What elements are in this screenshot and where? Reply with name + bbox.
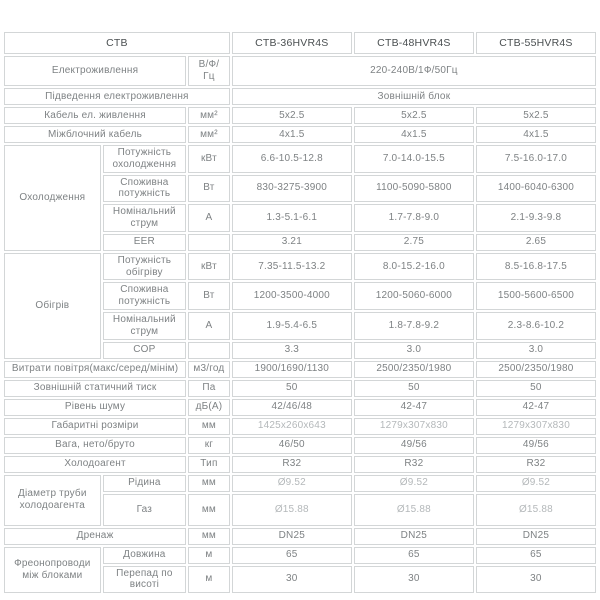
value-cell: 3.0: [354, 342, 474, 359]
spec-table: [2, 30, 598, 595]
value-cell: 42-47: [476, 399, 596, 416]
product-line-header: CTB: [4, 32, 230, 54]
unit-cell: [188, 234, 230, 251]
row-label: Дренаж: [4, 528, 186, 545]
unit-cell: А: [188, 312, 230, 340]
unit-cell: Вт: [188, 175, 230, 203]
row-pipe-liquid: [4, 475, 596, 492]
row-noise: [4, 399, 596, 416]
value-cell: R32: [354, 456, 474, 473]
row-label: Газ: [103, 494, 186, 526]
value-cell: 7.0-14.0-15.5: [354, 145, 474, 173]
value-cell: 4x1.5: [232, 126, 352, 143]
row-label: Потужність охолодження: [103, 145, 186, 173]
header-row: [4, 32, 596, 54]
value-cell: 1200-5060-6000: [354, 282, 474, 310]
row-power-cable: [4, 107, 596, 124]
value-cell: 2.65: [476, 234, 596, 251]
unit-cell: мм²: [188, 126, 230, 143]
row-label: Рідина: [103, 475, 186, 492]
row-power-supply: [4, 56, 596, 86]
unit-cell: м: [188, 547, 230, 564]
value-cell: 65: [354, 547, 474, 564]
row-label: Номінальний струм: [103, 204, 186, 232]
value-cell: 1500-5600-6500: [476, 282, 596, 310]
row-label: Перепад по висоті: [103, 566, 186, 594]
row-label: Потужність обігріву: [103, 253, 186, 281]
value-cell: Ø9.52: [354, 475, 474, 492]
value-cell: 3.3: [232, 342, 352, 359]
value-cell: 50: [232, 380, 352, 397]
value-cell: 2500/2350/1980: [354, 361, 474, 378]
row-label: Підведення електроживлення: [4, 88, 230, 105]
row-label: EER: [103, 234, 186, 251]
value-cell: 830-3275-3900: [232, 175, 352, 203]
unit-cell: м: [188, 566, 230, 594]
value-cell: 220-240В/1Ф/50Гц: [232, 56, 596, 86]
row-label: Холодоагент: [4, 456, 186, 473]
unit-cell: Вт: [188, 282, 230, 310]
row-refrigerant: [4, 456, 596, 473]
value-cell: 7.35-11.5-13.2: [232, 253, 352, 281]
row-label: Споживна потужність: [103, 282, 186, 310]
unit-cell: Па: [188, 380, 230, 397]
row-drain: [4, 528, 596, 545]
row-freon-length: [4, 547, 596, 564]
value-cell: 6.6-10.5-12.8: [232, 145, 352, 173]
value-cell: 1.8-7.8-9.2: [354, 312, 474, 340]
unit-cell: м3/год: [188, 361, 230, 378]
unit-cell: кВт: [188, 145, 230, 173]
value-cell: 50: [476, 380, 596, 397]
value-cell: Ø15.88: [476, 494, 596, 526]
value-cell: 2.1-9.3-9.8: [476, 204, 596, 232]
row-label: Рівень шуму: [4, 399, 186, 416]
value-cell: 30: [232, 566, 352, 594]
row-label: Витрати повітря(макс/серед/мінім): [4, 361, 186, 378]
value-cell: R32: [232, 456, 352, 473]
row-static-pressure: [4, 380, 596, 397]
unit-cell: дБ(А): [188, 399, 230, 416]
value-cell: 1279x307x830: [476, 418, 596, 435]
unit-cell: [188, 342, 230, 359]
value-cell: 4x1.5: [354, 126, 474, 143]
model-header: CTB-55HVR4S: [476, 32, 596, 54]
value-cell: 1425x260x643: [232, 418, 352, 435]
group-label-freon-lines: Фреонопроводи між блоками: [4, 547, 101, 594]
value-cell: 65: [232, 547, 352, 564]
value-cell: 1900/1690/1130: [232, 361, 352, 378]
value-cell: 30: [476, 566, 596, 594]
row-label: Електроживлення: [4, 56, 186, 86]
row-weight: [4, 437, 596, 454]
value-cell: 4x1.5: [476, 126, 596, 143]
value-cell: 1100-5090-5800: [354, 175, 474, 203]
value-cell: 49/56: [476, 437, 596, 454]
row-power-routing: [4, 88, 596, 105]
row-interunit-cable: [4, 126, 596, 143]
value-cell: Ø15.88: [354, 494, 474, 526]
row-label: Кабель ел. живлення: [4, 107, 186, 124]
value-cell: 5x2.5: [232, 107, 352, 124]
row-label: Номінальний струм: [103, 312, 186, 340]
value-cell: DN25: [232, 528, 352, 545]
unit-cell: А: [188, 204, 230, 232]
group-label-pipe-diameter: Діаметр труби холодоагента: [4, 475, 101, 526]
model-header: CTB-48HVR4S: [354, 32, 474, 54]
unit-text: В/Ф/Гц: [198, 59, 220, 82]
value-cell: 1400-6040-6300: [476, 175, 596, 203]
row-air-flow: [4, 361, 596, 378]
row-label: Габаритні розміри: [4, 418, 186, 435]
value-cell: 2500/2350/1980: [476, 361, 596, 378]
value-cell: 1.9-5.4-6.5: [232, 312, 352, 340]
value-cell: 3.0: [476, 342, 596, 359]
value-cell: 3.21: [232, 234, 352, 251]
value-cell: 5x2.5: [476, 107, 596, 124]
value-cell: 30: [354, 566, 474, 594]
row-label: Споживна потужність: [103, 175, 186, 203]
unit-cell: кг: [188, 437, 230, 454]
row-heating-capacity: [4, 253, 596, 281]
group-label-cooling: Охолодження: [4, 145, 101, 251]
unit-cell: мм: [188, 418, 230, 435]
row-label: COP: [103, 342, 186, 359]
row-label: Довжина: [103, 547, 186, 564]
unit-cell: мм²: [188, 107, 230, 124]
value-cell: DN25: [476, 528, 596, 545]
value-cell: 7.5-16.0-17.0: [476, 145, 596, 173]
value-cell: 46/50: [232, 437, 352, 454]
value-cell: 65: [476, 547, 596, 564]
unit-cell: мм: [188, 475, 230, 492]
unit-cell: Тип: [188, 456, 230, 473]
unit-cell: мм: [188, 528, 230, 545]
unit-cell: [188, 56, 230, 86]
value-cell: Зовнішній блок: [232, 88, 596, 105]
value-cell: 2.3-8.6-10.2: [476, 312, 596, 340]
value-cell: 1279x307x830: [354, 418, 474, 435]
value-cell: DN25: [354, 528, 474, 545]
value-cell: R32: [476, 456, 596, 473]
row-label: Вага, нето/бруто: [4, 437, 186, 454]
value-cell: 49/56: [354, 437, 474, 454]
model-header: CTB-36HVR4S: [232, 32, 352, 54]
row-label: Зовнішній статичний тиск: [4, 380, 186, 397]
value-cell: Ø9.52: [232, 475, 352, 492]
unit-cell: кВт: [188, 253, 230, 281]
value-cell: Ø9.52: [476, 475, 596, 492]
unit-cell: мм: [188, 494, 230, 526]
value-cell: 8.5-16.8-17.5: [476, 253, 596, 281]
row-label: Міжблочний кабель: [4, 126, 186, 143]
value-cell: 8.0-15.2-16.0: [354, 253, 474, 281]
row-dimensions: [4, 418, 596, 435]
value-cell: 5x2.5: [354, 107, 474, 124]
value-cell: 1200-3500-4000: [232, 282, 352, 310]
value-cell: 1.3-5.1-6.1: [232, 204, 352, 232]
row-cooling-capacity: [4, 145, 596, 173]
value-cell: 42-47: [354, 399, 474, 416]
group-label-heating: Обігрів: [4, 253, 101, 359]
value-cell: 2.75: [354, 234, 474, 251]
value-cell: 42/46/48: [232, 399, 352, 416]
value-cell: Ø15.88: [232, 494, 352, 526]
value-cell: 1.7-7.8-9.0: [354, 204, 474, 232]
value-cell: 50: [354, 380, 474, 397]
